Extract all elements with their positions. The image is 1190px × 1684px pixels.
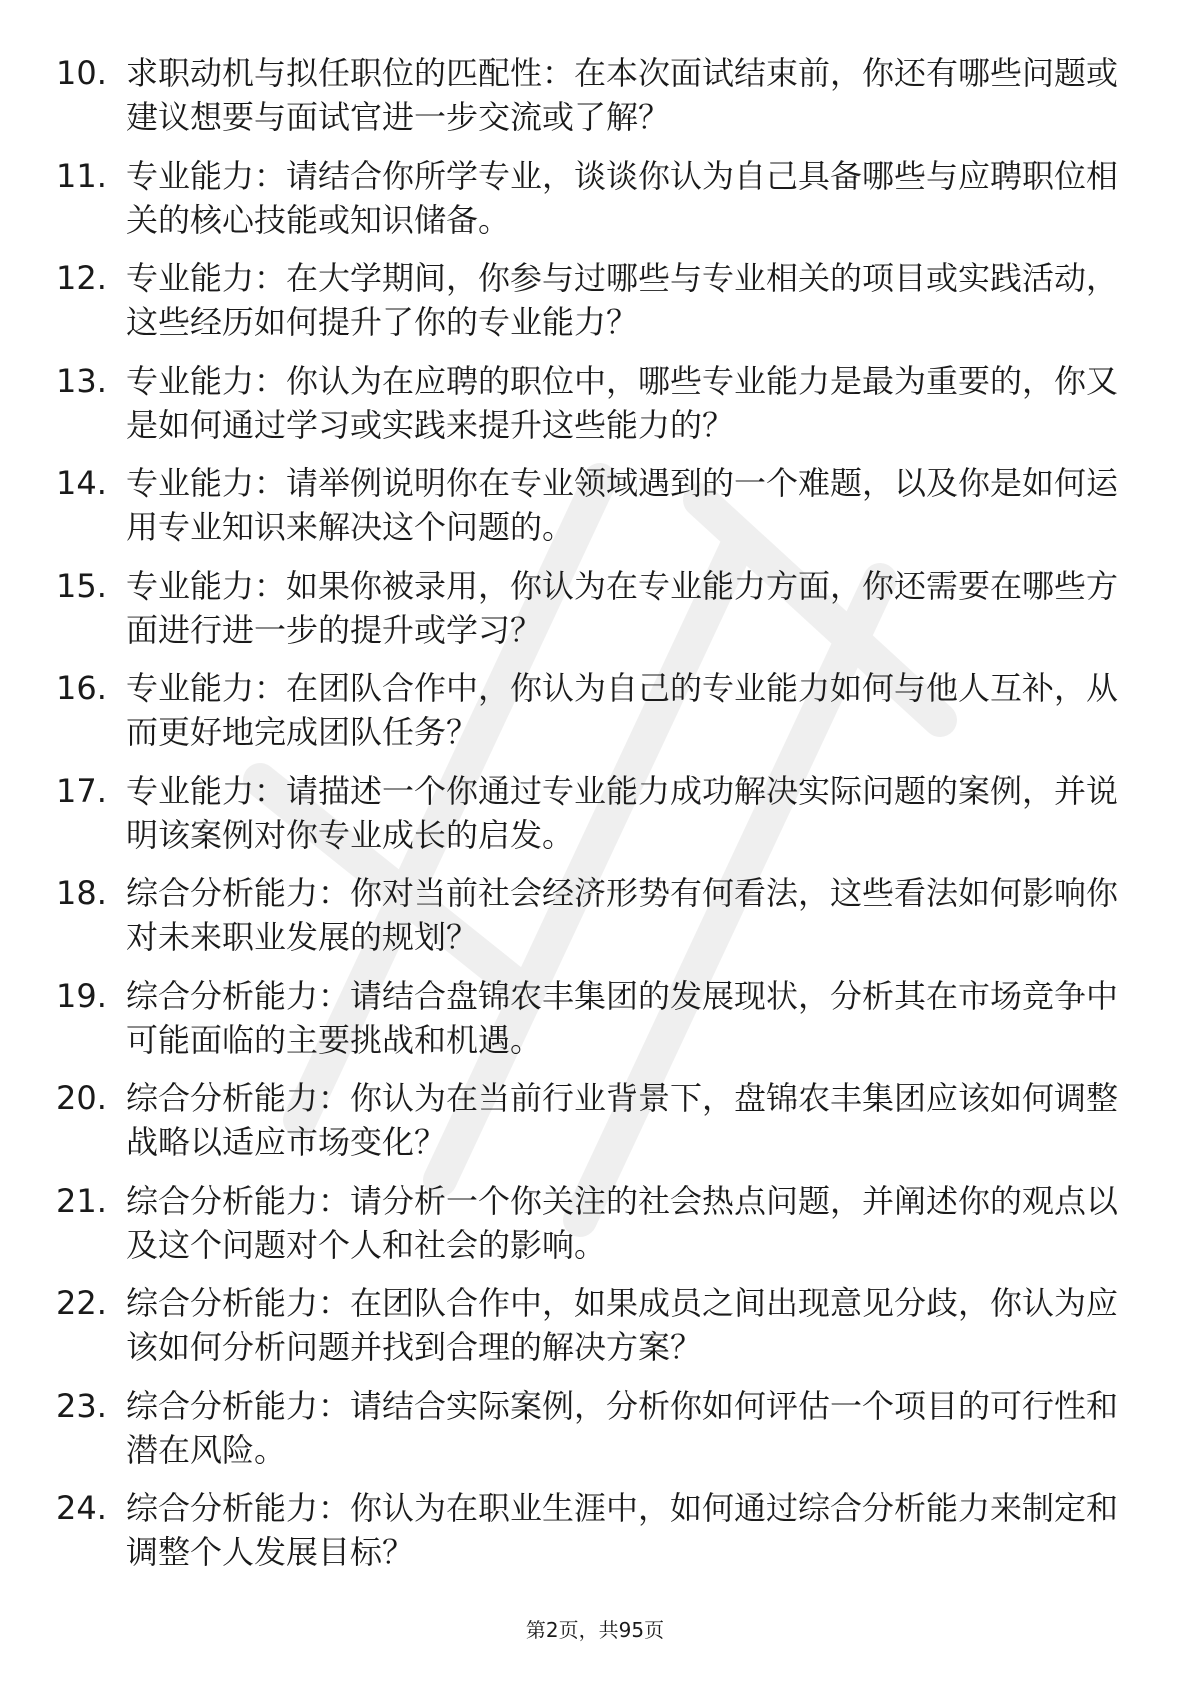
question-number: 14. bbox=[56, 464, 107, 502]
question-number: 17. bbox=[56, 771, 107, 810]
question-number: 11. bbox=[56, 156, 107, 195]
question-item bbox=[56, 1179, 1136, 1267]
question-text: 专业能力：如果你被录用，你认为在专业能力方面，你还需要在哪些方面进行进一步的提升或学习？ bbox=[126, 566, 1119, 649]
question-number: 13. bbox=[56, 361, 107, 400]
question-item bbox=[56, 154, 1136, 242]
question-item bbox=[56, 256, 1136, 344]
question-text: 专业能力：请举例说明你在专业领域遇到的一个难题，以及你是如何运用专业知识来解决这个问题的。 bbox=[126, 464, 1119, 546]
question-text: 专业能力：你认为在应聘的职位中，哪些专业能力是最为重要的，你又是如何通过学习或实践来提升这些能力的？ bbox=[126, 361, 1119, 444]
question-item bbox=[56, 461, 1136, 549]
question-number: 21. bbox=[56, 1181, 107, 1220]
question-text: 综合分析能力：请分析一个你关注的社会热点问题，并阐述你的观点以及这个问题对个人和社会的影响。 bbox=[126, 1181, 1119, 1264]
question-number: 18. bbox=[56, 874, 107, 912]
question-text: 求职动机与拟任职位的匹配性：在本次面试结束前，你还有哪些问题或建议想要与面试官进一步交流或了解？ bbox=[126, 54, 1119, 136]
question-text: 综合分析能力：在团队合作中，如果成员之间出现意见分歧，你认为应该如何分析问题并找到合理的解决方案？ bbox=[126, 1284, 1119, 1366]
question-item bbox=[56, 1281, 1136, 1369]
question-text: 综合分析能力：你认为在职业生涯中，如何通过综合分析能力来制定和调整个人发展目标？ bbox=[126, 1489, 1119, 1571]
question-number: 10. bbox=[56, 54, 107, 92]
question-item bbox=[56, 871, 1136, 959]
question-number: 23. bbox=[56, 1386, 107, 1425]
question-number: 12. bbox=[56, 259, 107, 297]
question-text: 综合分析能力：你认为在当前行业背景下，盘锦农丰集团应该如何调整战略以适应市场变化？ bbox=[126, 1079, 1119, 1161]
question-text: 综合分析能力：你对当前社会经济形势有何看法，这些看法如何影响你对未来职业发展的规划？ bbox=[126, 874, 1119, 956]
question-item bbox=[56, 769, 1136, 857]
question-number: 22. bbox=[56, 1284, 107, 1322]
question-item bbox=[56, 359, 1136, 447]
question-number: 20. bbox=[56, 1079, 107, 1117]
question-item bbox=[56, 974, 1136, 1062]
question-item bbox=[56, 1486, 1136, 1574]
question-text: 专业能力：请结合你所学专业，谈谈你认为自己具备哪些与应聘职位相关的核心技能或知识储备。 bbox=[126, 156, 1119, 239]
question-number: 24. bbox=[56, 1489, 107, 1527]
question-item bbox=[56, 1076, 1136, 1164]
question-number: 16. bbox=[56, 669, 107, 707]
question-text: 专业能力：在大学期间，你参与过哪些与专业相关的项目或实践活动，这些经历如何提升了你的专业能力？ bbox=[126, 259, 1119, 341]
question-item bbox=[56, 1384, 1136, 1472]
question-text: 综合分析能力：请结合盘锦农丰集团的发展现状，分析其在市场竞争中可能面临的主要挑战和机遇。 bbox=[126, 976, 1119, 1059]
question-number: 19. bbox=[56, 976, 107, 1015]
question-list bbox=[56, 51, 1136, 1589]
question-item bbox=[56, 51, 1136, 139]
question-text: 综合分析能力：请结合实际案例，分析你如何评估一个项目的可行性和潜在风险。 bbox=[126, 1386, 1119, 1469]
question-item bbox=[56, 564, 1136, 652]
page-footer: 第2页，共95页 bbox=[525, 1618, 665, 1642]
question-item bbox=[56, 666, 1136, 754]
question-text: 专业能力：在团队合作中，你认为自己的专业能力如何与他人互补，从而更好地完成团队任务？ bbox=[126, 669, 1119, 751]
question-number: 15. bbox=[56, 566, 107, 605]
question-text: 专业能力：请描述一个你通过专业能力成功解决实际问题的案例，并说明该案例对你专业成长的启发。 bbox=[126, 771, 1119, 854]
